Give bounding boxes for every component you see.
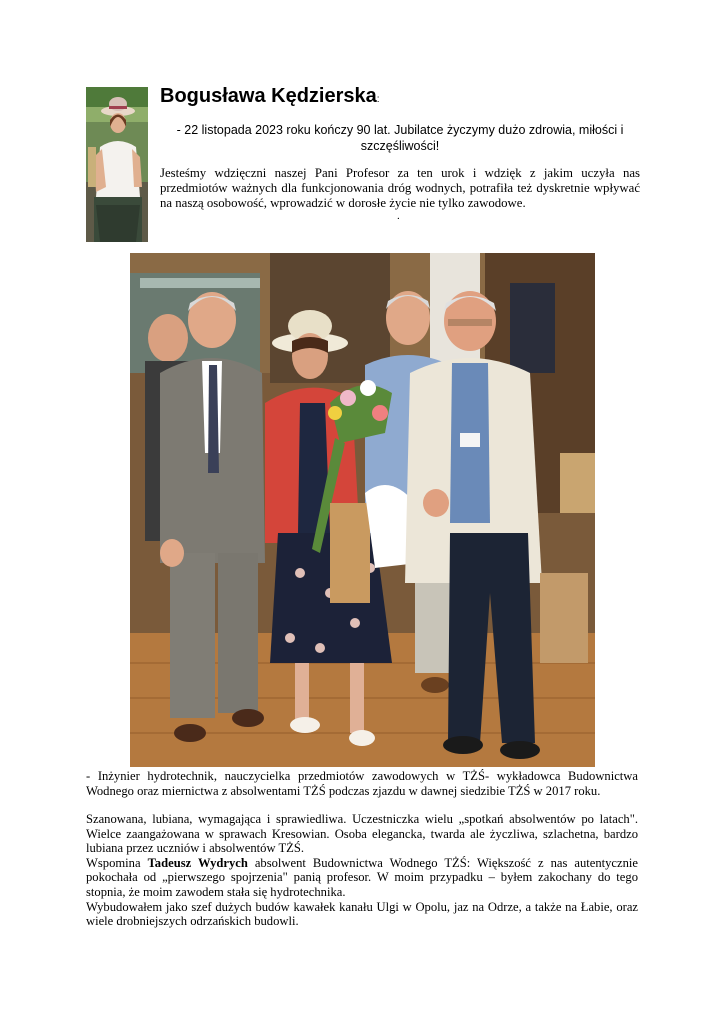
person-name: Bogusława Kędzierska xyxy=(160,85,377,107)
intro-paragraph: Jesteśmy wdzięczni naszej Pani Profesor za ten urok i wdzięk z jakim uczyła nas przedmiotów ważnych dla funkcjonowania dróg wodnych, potrafiła też dyskretnie wpływać na naszą osobowość, wprowadzić w dorosłe życie nie tylko zawodowe. xyxy=(160,166,640,210)
title-colon: : xyxy=(376,94,380,105)
group-photo xyxy=(130,253,595,767)
memory-author: Tadeusz Wydrych xyxy=(147,855,248,870)
portrait-photo xyxy=(86,87,148,242)
memory-text: absolwent Budownictwa Wodnego TŻŚ: Większość z nas autentycznie pokochała od „pierwszego spojrzenia" panią profesor. W moim przypadku – byłem zakochany do tego stopnia, że moim zawodem stała się hydrotechnika. xyxy=(86,855,638,899)
memory-lead: Wspomina xyxy=(86,855,148,870)
paragraph-constructions: Wybudowałem jako szef dużych budów kawałek kanału Ulgi w Opolu, jaz na Odrze, a także na Łabie, oraz wiele drobniejszych odrzańskich budowli. xyxy=(86,899,638,929)
body-text xyxy=(86,812,638,929)
paragraph-description: Szanowana, lubiana, wymagająca i sprawiedliwa. Uczestniczka wielu „spotkań absolwentów po latach". Wielce zaangażowana w sprawach Kresowian. Osoba elegancka, twarda ale życzliwa, szlachetna, bardzo lubiana przez uczniów i absolwentów TŻŚ. xyxy=(86,812,638,856)
paragraph-memory xyxy=(86,856,638,900)
intro-dot: . xyxy=(397,210,400,222)
photo-caption: - Inżynier hydrotechnik, nauczycielka przedmiotów zawodowych w TŻŚ- wykładowca Budownictwa Wodnego oraz miernictwa z absolwentami TŻŚ podczas zjazdu w dawnej siedzibie TŻŚ w 2017 roku. xyxy=(86,769,638,798)
page-title xyxy=(160,85,380,108)
birthday-greeting: - 22 listopada 2023 roku kończy 90 lat. Jubilatce życzymy dużo zdrowia, miłości i szczęśliwości! xyxy=(176,123,624,153)
